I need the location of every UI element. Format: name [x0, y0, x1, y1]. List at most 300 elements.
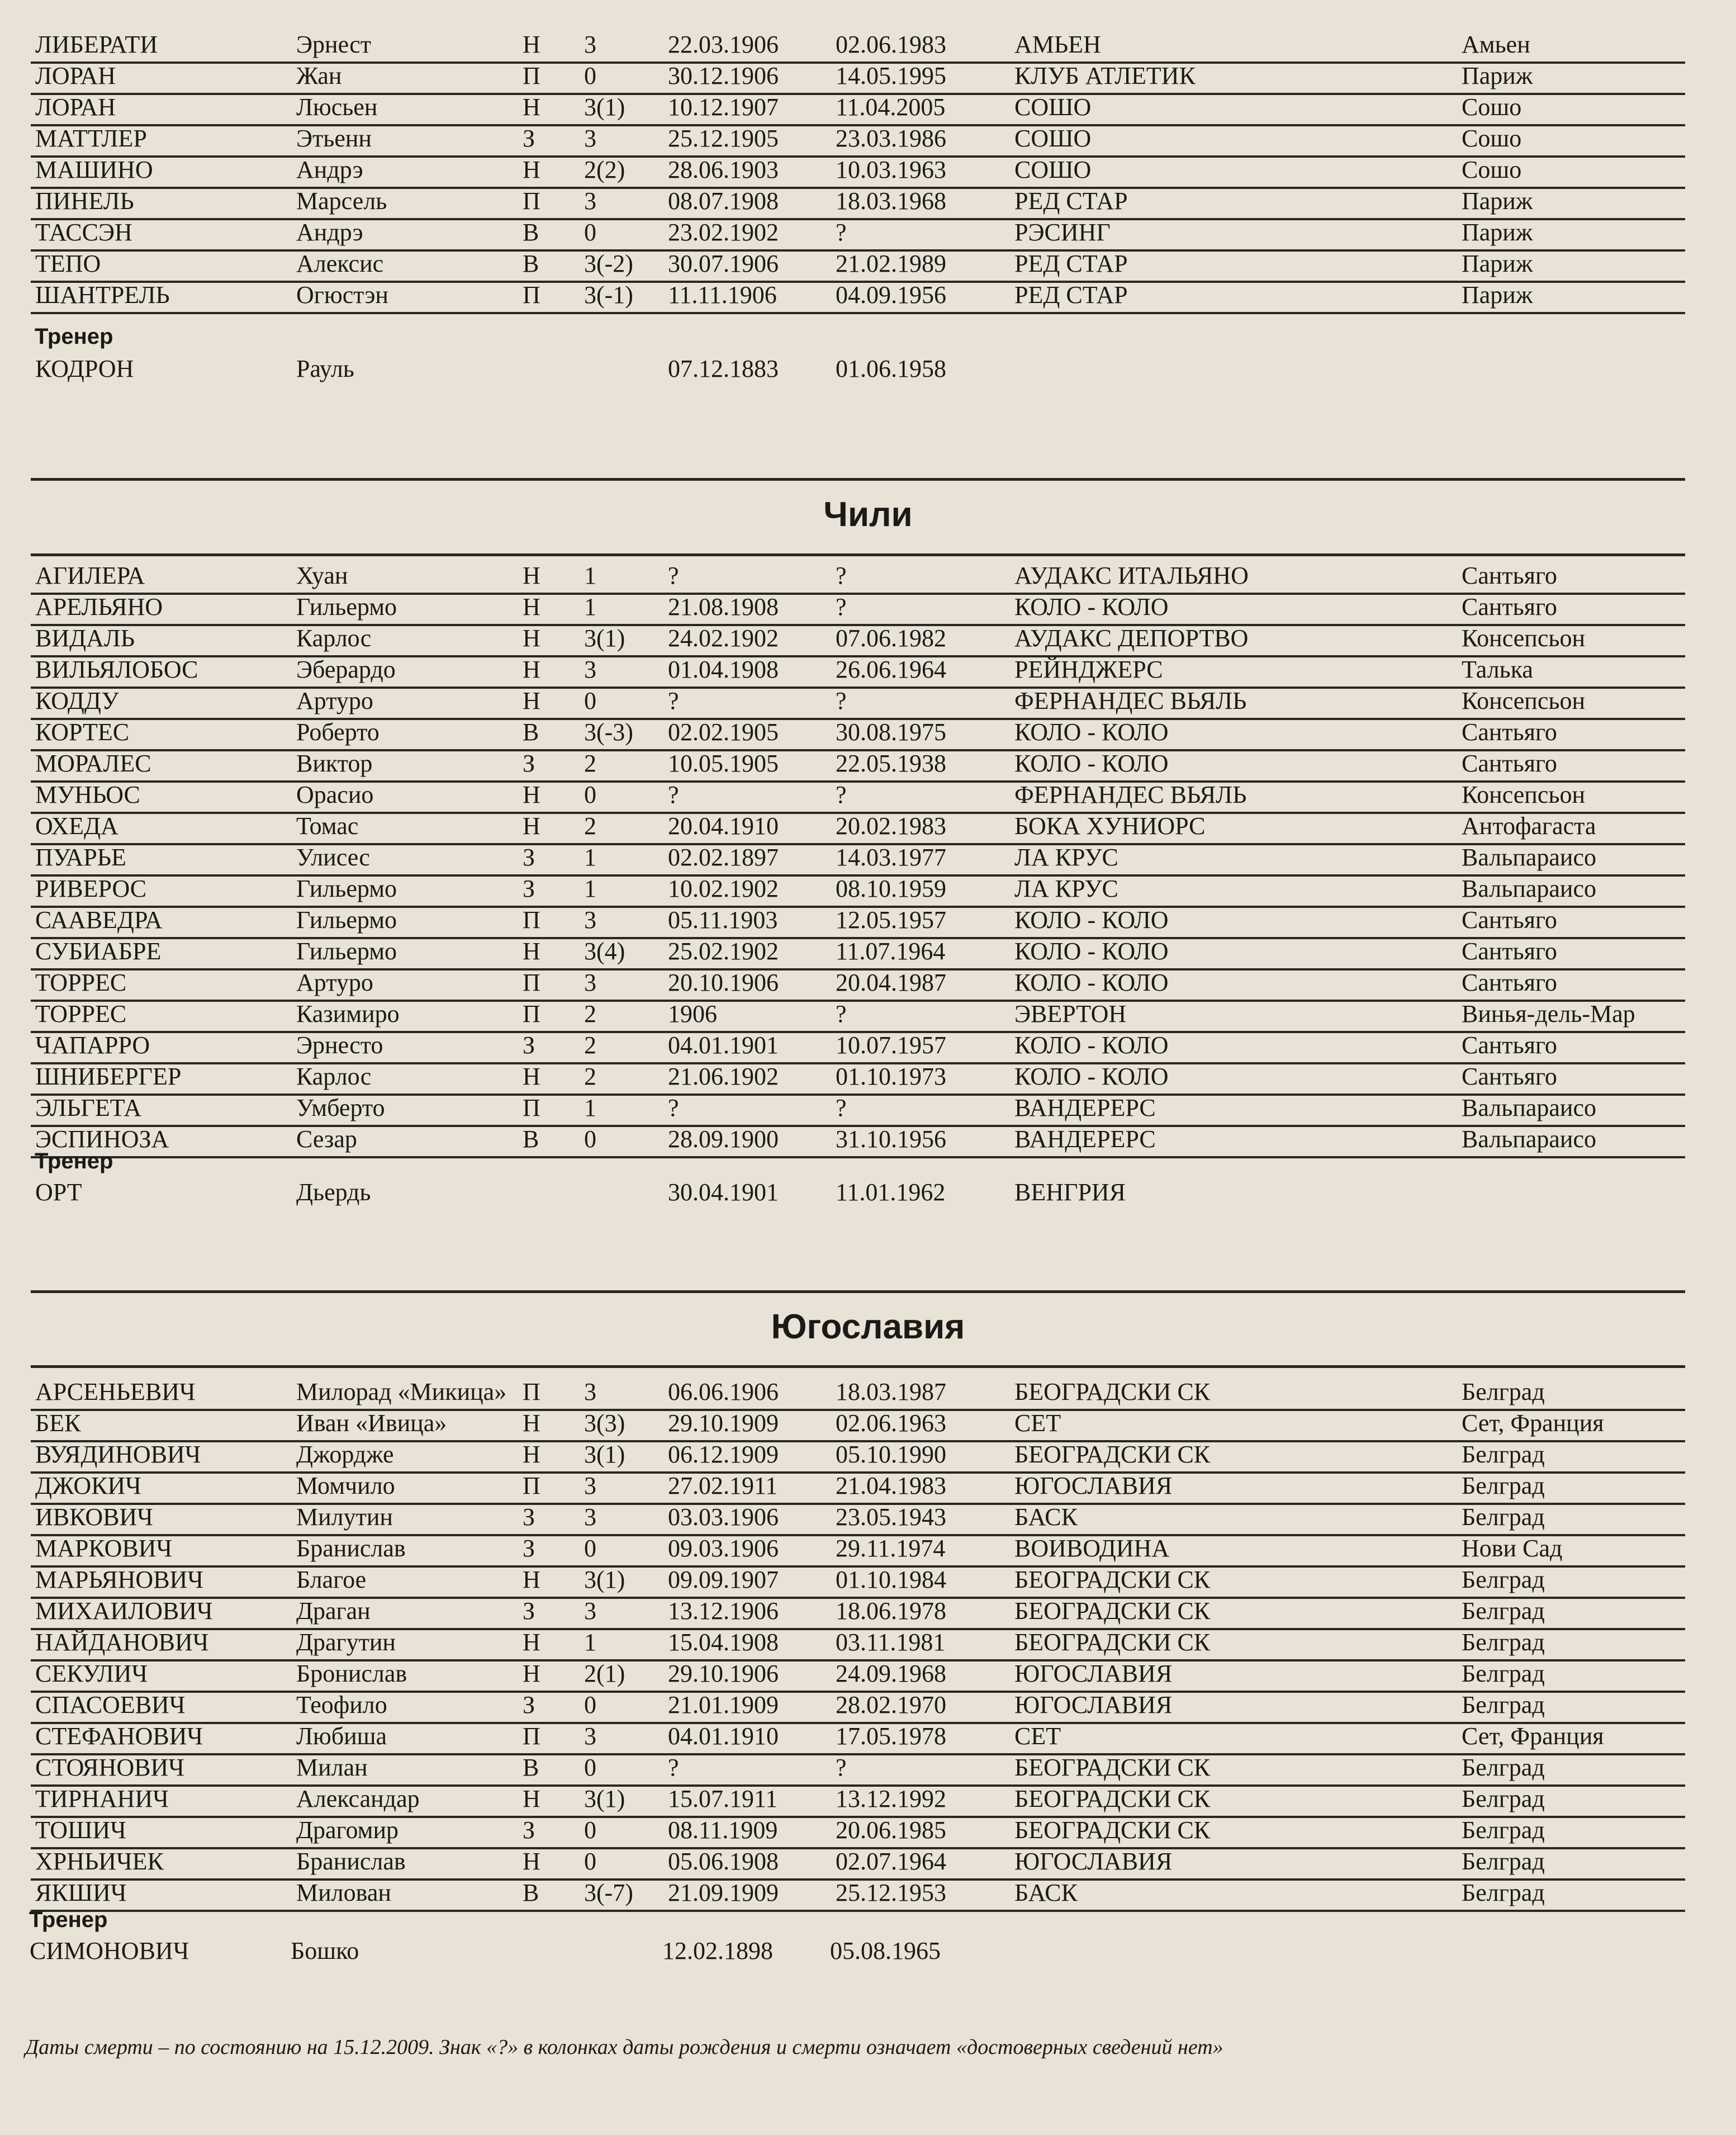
- player-first: Драгомир: [296, 1816, 399, 1844]
- coach-last: ОРТ: [35, 1178, 82, 1206]
- player-first: Момчило: [296, 1472, 395, 1499]
- player-first: Иван «Ивица»: [296, 1409, 447, 1437]
- player-birth: 24.02.1902: [668, 624, 779, 652]
- player-birth: ?: [668, 562, 679, 589]
- player-last: СТОЯНОВИЧ: [35, 1754, 184, 1781]
- player-pos: З: [523, 125, 535, 152]
- player-row: [31, 252, 1685, 283]
- player-birth: 28.06.1903: [668, 156, 779, 183]
- player-club: КОЛО - КОЛО: [1014, 750, 1169, 777]
- player-club: БАСК: [1014, 1879, 1078, 1906]
- player-caps: 0: [584, 219, 596, 246]
- player-death: 12.05.1957: [836, 906, 946, 934]
- player-city: Белград: [1462, 1660, 1545, 1687]
- player-city: Сошо: [1462, 156, 1522, 183]
- player-city: Консепсьон: [1462, 624, 1585, 652]
- player-last: ХРНЬИЧЕК: [35, 1848, 164, 1875]
- player-club: БЕОГРАДСКИ СК: [1014, 1597, 1211, 1625]
- player-club: ВОИВОДИНА: [1014, 1535, 1170, 1562]
- player-club: КОЛО - КОЛО: [1014, 969, 1169, 996]
- player-pos: П: [523, 281, 540, 309]
- player-club: БЕОГРАДСКИ СК: [1014, 1785, 1211, 1812]
- player-death: ?: [836, 1000, 847, 1028]
- coach-death: 01.06.1958: [836, 355, 946, 382]
- chile-roster-table: [31, 564, 1685, 1158]
- player-caps: 3: [584, 187, 596, 215]
- player-caps: 0: [584, 1754, 596, 1781]
- player-pos: Н: [523, 593, 540, 621]
- player-death: 10.07.1957: [836, 1031, 946, 1059]
- player-first: Улисес: [296, 844, 370, 871]
- player-birth: 08.07.1908: [668, 187, 779, 215]
- player-caps: 2(2): [584, 156, 625, 183]
- player-caps: 3(1): [584, 1441, 625, 1468]
- player-last: ВУЯДИНОВИЧ: [35, 1441, 201, 1468]
- player-birth: 06.06.1906: [668, 1378, 779, 1405]
- player-last: ПУАРЬЕ: [35, 844, 126, 871]
- player-caps: 3(-7): [584, 1879, 633, 1906]
- player-first: Томас: [296, 812, 359, 840]
- player-first: Казимиро: [296, 1000, 400, 1028]
- player-birth: 29.10.1906: [668, 1660, 779, 1687]
- player-row: [31, 1127, 1685, 1158]
- player-first: Сезар: [296, 1125, 357, 1153]
- player-club: АУДАКС ДЕПОРТВО: [1014, 624, 1249, 652]
- player-first: Карлос: [296, 1063, 372, 1090]
- player-birth: 06.12.1909: [668, 1441, 779, 1468]
- player-city: Вальпараисо: [1462, 1094, 1596, 1121]
- player-death: 23.03.1986: [836, 125, 946, 152]
- player-pos: В: [523, 250, 539, 277]
- player-death: 22.05.1938: [836, 750, 946, 777]
- player-caps: 1: [584, 844, 596, 871]
- player-first: Теофило: [296, 1691, 387, 1719]
- player-birth: 15.07.1911: [668, 1785, 778, 1812]
- player-last: КОДДУ: [35, 687, 119, 714]
- player-pos: П: [523, 1722, 540, 1750]
- player-club: ЭВЕРТОН: [1014, 1000, 1127, 1028]
- player-caps: 3: [584, 1378, 596, 1405]
- section-divider: [31, 1290, 1685, 1293]
- player-club: БЕОГРАДСКИ СК: [1014, 1629, 1211, 1656]
- player-row: [31, 1849, 1685, 1881]
- player-city: Сет, Франция: [1462, 1722, 1604, 1750]
- player-pos: Н: [523, 687, 540, 714]
- player-city: Винья-дель-Мар: [1462, 1000, 1635, 1028]
- player-last: РИВЕРОС: [35, 875, 147, 902]
- player-caps: 3: [584, 1472, 596, 1499]
- player-city: Париж: [1462, 250, 1533, 277]
- player-pos: П: [523, 187, 540, 215]
- player-row: [31, 1064, 1685, 1096]
- player-first: Александар: [296, 1785, 420, 1812]
- player-last: СААВЕДРА: [35, 906, 163, 934]
- player-death: 20.02.1983: [836, 812, 946, 840]
- player-first: Эрнест: [296, 31, 371, 58]
- player-club: АМЬЕН: [1014, 31, 1101, 58]
- player-birth: 04.01.1910: [668, 1722, 779, 1750]
- player-death: ?: [836, 781, 847, 808]
- player-first: Артуро: [296, 969, 373, 996]
- player-last: ЛИБЕРАТИ: [35, 31, 158, 58]
- player-death: 03.11.1981: [836, 1629, 946, 1656]
- player-pos: П: [523, 62, 540, 89]
- player-pos: Н: [523, 1785, 540, 1812]
- player-last: АРЕЛЬЯНО: [35, 593, 163, 621]
- player-caps: 2: [584, 1031, 596, 1059]
- player-last: МАТТЛЕР: [35, 125, 147, 152]
- player-pos: З: [523, 1503, 535, 1531]
- player-last: ЯКШИЧ: [35, 1879, 127, 1906]
- player-birth: 04.01.1901: [668, 1031, 779, 1059]
- player-caps: 3(4): [584, 938, 625, 965]
- player-birth: ?: [668, 687, 679, 714]
- player-pos: В: [523, 219, 539, 246]
- player-club: СОШО: [1014, 156, 1092, 183]
- player-pos: П: [523, 1094, 540, 1121]
- player-city: Белград: [1462, 1378, 1545, 1405]
- player-club: ЮГОСЛАВИЯ: [1014, 1848, 1173, 1875]
- coach-club: ВЕНГРИЯ: [1014, 1178, 1126, 1206]
- player-city: Белград: [1462, 1441, 1545, 1468]
- player-first: Артуро: [296, 687, 373, 714]
- player-death: 28.02.1970: [836, 1691, 946, 1719]
- player-last: АГИЛЕРА: [35, 562, 145, 589]
- player-row: [31, 126, 1685, 158]
- player-death: 08.10.1959: [836, 875, 946, 902]
- player-pos: Н: [523, 1629, 540, 1656]
- player-city: Белград: [1462, 1472, 1545, 1499]
- player-club: ЮГОСЛАВИЯ: [1014, 1660, 1173, 1687]
- player-birth: 28.09.1900: [668, 1125, 779, 1153]
- player-row: [31, 1536, 1685, 1568]
- player-city: Париж: [1462, 187, 1533, 215]
- player-first: Роберто: [296, 718, 380, 746]
- player-city: Париж: [1462, 281, 1533, 309]
- player-death: 04.09.1956: [836, 281, 946, 309]
- player-club: КЛУБ АТЛЕТИК: [1014, 62, 1196, 89]
- player-row: [31, 1474, 1685, 1505]
- player-last: ТОШИЧ: [35, 1816, 126, 1844]
- player-pos: Н: [523, 1848, 540, 1875]
- player-row: [31, 689, 1685, 720]
- player-city: Белград: [1462, 1691, 1545, 1719]
- player-death: 30.08.1975: [836, 718, 946, 746]
- player-last: МОРАЛЕС: [35, 750, 151, 777]
- player-death: ?: [836, 1754, 847, 1781]
- player-birth: 09.09.1907: [668, 1566, 779, 1593]
- player-first: Виктор: [296, 750, 373, 777]
- player-pos: Н: [523, 562, 540, 589]
- player-city: Белград: [1462, 1816, 1545, 1844]
- player-birth: 23.02.1902: [668, 219, 779, 246]
- player-club: БЕОГРАДСКИ СК: [1014, 1754, 1211, 1781]
- player-death: 25.12.1953: [836, 1879, 946, 1906]
- player-death: ?: [836, 219, 847, 246]
- player-death: 05.10.1990: [836, 1441, 946, 1468]
- player-birth: 05.11.1903: [668, 906, 778, 934]
- player-last: ЭСПИНОЗА: [35, 1125, 169, 1153]
- player-first: Милутин: [296, 1503, 393, 1531]
- player-last: МАРЬЯНОВИЧ: [35, 1566, 203, 1593]
- player-row: [31, 1881, 1685, 1912]
- player-last: БЕК: [35, 1409, 81, 1437]
- player-city: Сантьяго: [1462, 718, 1557, 746]
- player-death: 26.06.1964: [836, 656, 946, 683]
- player-row: [31, 1818, 1685, 1849]
- player-pos: З: [523, 1816, 535, 1844]
- player-row: [31, 595, 1685, 626]
- player-club: КОЛО - КОЛО: [1014, 1031, 1169, 1059]
- player-club: КОЛО - КОЛО: [1014, 593, 1169, 621]
- player-last: ШАНТРЕЛЬ: [35, 281, 170, 309]
- coach-birth: 30.04.1901: [668, 1178, 779, 1206]
- player-caps: 3: [584, 125, 596, 152]
- player-club: ВАНДЕРЕРС: [1014, 1125, 1156, 1153]
- player-club: БЕОГРАДСКИ СК: [1014, 1816, 1211, 1844]
- player-club: РЕЙНДЖЕРС: [1014, 656, 1163, 683]
- player-caps: 0: [584, 1816, 596, 1844]
- player-club: ЮГОСЛАВИЯ: [1014, 1691, 1173, 1719]
- player-birth: 20.04.1910: [668, 812, 779, 840]
- player-caps: 3(-3): [584, 718, 633, 746]
- player-caps: 1: [584, 1094, 596, 1121]
- player-city: Белград: [1462, 1879, 1545, 1906]
- player-birth: 21.08.1908: [668, 593, 779, 621]
- player-caps: 3(3): [584, 1409, 625, 1437]
- player-row: [31, 1630, 1685, 1661]
- player-city: Вальпараисо: [1462, 1125, 1596, 1153]
- player-caps: 3: [584, 969, 596, 996]
- player-club: ФЕРНАНДЕС ВЬЯЛЬ: [1014, 781, 1247, 808]
- player-birth: 10.02.1902: [668, 875, 779, 902]
- player-row: [31, 1033, 1685, 1064]
- player-club: СОШО: [1014, 125, 1092, 152]
- player-city: Париж: [1462, 219, 1533, 246]
- player-pos: Н: [523, 1063, 540, 1090]
- player-row: [31, 1002, 1685, 1033]
- player-city: Белград: [1462, 1597, 1545, 1625]
- player-death: 18.03.1968: [836, 187, 946, 215]
- player-last: МИХАИЛОВИЧ: [35, 1597, 213, 1625]
- player-caps: 2: [584, 1063, 596, 1090]
- player-row: [31, 908, 1685, 939]
- player-row: [31, 1755, 1685, 1787]
- player-first: Любиша: [296, 1722, 387, 1750]
- player-caps: 3: [584, 1722, 596, 1750]
- coach-birth: 12.02.1898: [662, 1937, 773, 1964]
- player-first: Бронислав: [296, 1660, 407, 1687]
- player-row: [31, 971, 1685, 1002]
- player-caps: 2(1): [584, 1660, 625, 1687]
- coach-death: 11.01.1962: [836, 1178, 946, 1206]
- yugoslavia-coach-row: [25, 1934, 1680, 1968]
- player-caps: 0: [584, 687, 596, 714]
- player-club: КОЛО - КОЛО: [1014, 938, 1169, 965]
- player-death: 02.06.1963: [836, 1409, 946, 1437]
- player-birth: 03.03.1906: [668, 1503, 779, 1531]
- player-birth: 21.09.1909: [668, 1879, 779, 1906]
- player-death: 01.10.1973: [836, 1063, 946, 1090]
- footnote: Даты смерти – по состоянию на 15.12.2009. Знак «?» в колонках даты рождения и смерти означает «достоверных сведений нет»: [25, 2035, 1223, 2059]
- player-last: ТИРНАНИЧ: [35, 1785, 169, 1812]
- player-city: Сантьяго: [1462, 750, 1557, 777]
- player-first: Хуан: [296, 562, 348, 589]
- player-caps: 2: [584, 1000, 596, 1028]
- player-birth: 30.12.1906: [668, 62, 779, 89]
- player-first: Драган: [296, 1597, 371, 1625]
- player-last: АРСЕНЬЕВИЧ: [35, 1378, 196, 1405]
- player-death: 31.10.1956: [836, 1125, 946, 1153]
- player-club: КОЛО - КОЛО: [1014, 718, 1169, 746]
- player-row: [31, 1787, 1685, 1818]
- player-club: ЛА КРУС: [1014, 875, 1118, 902]
- france-coach-label: Тренер: [35, 324, 113, 349]
- player-first: Андрэ: [296, 156, 363, 183]
- player-caps: 3(-2): [584, 250, 633, 277]
- player-pos: Н: [523, 781, 540, 808]
- player-birth: 25.02.1902: [668, 938, 779, 965]
- player-club: ВАНДЕРЕРС: [1014, 1094, 1156, 1121]
- player-death: 01.10.1984: [836, 1566, 946, 1593]
- player-row: [31, 1599, 1685, 1630]
- section-divider: [31, 1365, 1685, 1368]
- player-caps: 3(-1): [584, 281, 633, 309]
- player-caps: 1: [584, 1629, 596, 1656]
- player-row: [31, 64, 1685, 95]
- player-birth: ?: [668, 781, 679, 808]
- player-row: [31, 158, 1685, 189]
- coach-first: Дьердь: [296, 1178, 371, 1206]
- player-first: Милован: [296, 1879, 391, 1906]
- player-first: Бранислав: [296, 1535, 406, 1562]
- player-pos: З: [523, 844, 535, 871]
- player-last: ШНИБЕРГЕР: [35, 1063, 182, 1090]
- player-birth: 29.10.1909: [668, 1409, 779, 1437]
- player-birth: 01.04.1908: [668, 656, 779, 683]
- player-pos: Н: [523, 1566, 540, 1593]
- player-last: СПАСОЕВИЧ: [35, 1691, 186, 1719]
- player-club: ЛА КРУС: [1014, 844, 1118, 871]
- player-first: Милорад «Микица»: [296, 1378, 507, 1405]
- player-pos: Н: [523, 812, 540, 840]
- player-caps: 2: [584, 812, 596, 840]
- player-row: [31, 939, 1685, 971]
- player-first: Эрнесто: [296, 1031, 383, 1059]
- player-first: Гильермо: [296, 593, 397, 621]
- player-city: Антофагаста: [1462, 812, 1596, 840]
- coach-first: Бошко: [291, 1937, 359, 1964]
- player-city: Сошо: [1462, 93, 1522, 121]
- player-row: [31, 283, 1685, 314]
- player-death: 29.11.1974: [836, 1535, 946, 1562]
- player-city: Вальпараисо: [1462, 875, 1596, 902]
- player-row: [31, 1661, 1685, 1693]
- player-row: [31, 1568, 1685, 1599]
- player-pos: В: [523, 1754, 539, 1781]
- player-club: БЕОГРАДСКИ СК: [1014, 1378, 1211, 1405]
- player-row: [31, 877, 1685, 908]
- player-pos: Н: [523, 938, 540, 965]
- player-first: Милан: [296, 1754, 368, 1781]
- player-row: [31, 783, 1685, 814]
- player-row: [31, 626, 1685, 657]
- player-pos: П: [523, 1472, 540, 1499]
- player-club: КОЛО - КОЛО: [1014, 1063, 1169, 1090]
- player-death: ?: [836, 1094, 847, 1121]
- player-caps: 2: [584, 750, 596, 777]
- player-birth: ?: [668, 1094, 679, 1121]
- player-last: СУБИАБРЕ: [35, 938, 162, 965]
- player-city: Белград: [1462, 1566, 1545, 1593]
- player-caps: 3(1): [584, 93, 625, 121]
- player-last: ЛОРАН: [35, 93, 116, 121]
- yugoslavia-section-title: Югославия: [771, 1308, 965, 1346]
- player-caps: 1: [584, 875, 596, 902]
- player-birth: 08.11.1909: [668, 1816, 778, 1844]
- yugoslavia-coach-label: Тренер: [29, 1907, 108, 1932]
- player-pos: З: [523, 1691, 535, 1719]
- player-last: ЧАПАРРО: [35, 1031, 150, 1059]
- player-row: [31, 1505, 1685, 1536]
- player-birth: 22.03.1906: [668, 31, 779, 58]
- player-last: МАШИНО: [35, 156, 153, 183]
- player-birth: 21.01.1909: [668, 1691, 779, 1719]
- player-first: Карлос: [296, 624, 372, 652]
- player-city: Сантьяго: [1462, 1063, 1557, 1090]
- player-city: Белград: [1462, 1503, 1545, 1531]
- player-club: СЕТ: [1014, 1409, 1061, 1437]
- player-pos: Н: [523, 156, 540, 183]
- player-death: 21.04.1983: [836, 1472, 946, 1499]
- player-club: РЕД СТАР: [1014, 187, 1128, 215]
- player-row: [31, 1380, 1685, 1411]
- player-last: ЭЛЬГЕТА: [35, 1094, 142, 1121]
- player-pos: Н: [523, 624, 540, 652]
- player-city: Сантьяго: [1462, 1031, 1557, 1059]
- player-first: Огюстэн: [296, 281, 388, 309]
- player-death: 14.05.1995: [836, 62, 946, 89]
- player-death: 02.06.1983: [836, 31, 946, 58]
- player-birth: 13.12.1906: [668, 1597, 779, 1625]
- player-last: МУНЬОС: [35, 781, 140, 808]
- player-first: Андрэ: [296, 219, 363, 246]
- player-pos: З: [523, 1535, 535, 1562]
- player-row: [31, 1724, 1685, 1755]
- yugoslavia-roster-table: [31, 1380, 1685, 1912]
- player-caps: 0: [584, 1125, 596, 1153]
- player-city: Париж: [1462, 62, 1533, 89]
- player-last: ТОРРЕС: [35, 969, 127, 996]
- player-row: [31, 564, 1685, 595]
- player-pos: З: [523, 750, 535, 777]
- player-death: 20.04.1987: [836, 969, 946, 996]
- player-first: Благое: [296, 1566, 367, 1593]
- player-caps: 0: [584, 62, 596, 89]
- player-club: БЕОГРАДСКИ СК: [1014, 1566, 1211, 1593]
- player-caps: 1: [584, 593, 596, 621]
- player-birth: ?: [668, 1754, 679, 1781]
- section-divider: [31, 553, 1685, 556]
- player-city: Сошо: [1462, 125, 1522, 152]
- chile-coach-label: Тренер: [35, 1149, 113, 1173]
- player-pos: П: [523, 1378, 540, 1405]
- chile-coach-row: [31, 1176, 1685, 1209]
- player-death: ?: [836, 562, 847, 589]
- player-club: БОКА ХУНИОРС: [1014, 812, 1206, 840]
- player-caps: 0: [584, 1848, 596, 1875]
- player-row: [31, 814, 1685, 845]
